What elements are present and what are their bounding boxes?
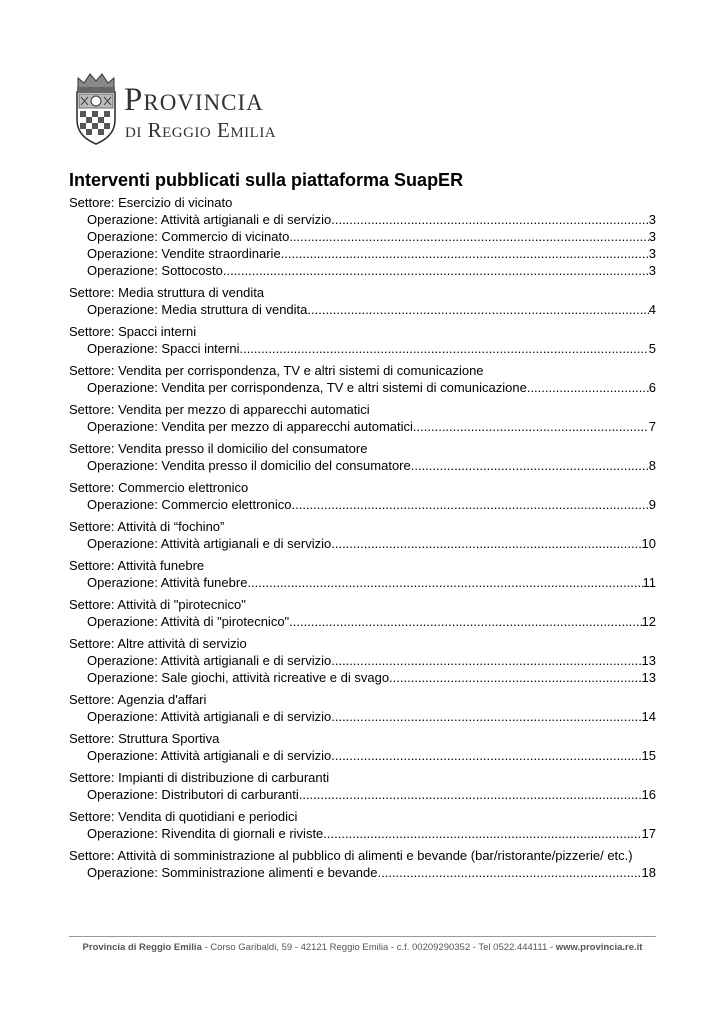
toc-sector-label: Settore: Media struttura di vendita [69,285,265,300]
toc-dot-leader [389,669,641,686]
toc-dot-leader [223,262,649,279]
toc-sector [69,402,656,435]
toc-page-number: 13 [641,670,656,685]
toc-entry-label: Operazione: Vendita per mezzo di apparecchi automatici [87,419,413,434]
toc-entry-label: Operazione: Attività artigianali e di servizio [87,212,332,227]
toc-page-number: 12 [641,614,656,629]
toc-sector-label: Settore: Vendita per corrispondenza, TV e altri sistemi di comunicazione [69,363,484,378]
toc-sector-label: Settore: Attività di somministrazione al pubblico di alimenti e bevande (bar/ristorante/pizzerie/ etc.) [69,848,633,863]
toc-entry-label: Operazione: Distributori di carburanti [87,787,299,802]
toc-entry[interactable] [69,669,656,686]
toc-dot-leader [331,211,649,228]
toc-sector-label: Settore: Commercio elettronico [69,480,249,495]
toc-sector-label: Settore: Attività funebre [69,558,205,573]
toc-entry-label: Operazione: Attività artigianali e di servizio [87,748,332,763]
toc-sector-label: Settore: Impianti di distribuzione di carburanti [69,770,330,785]
toc-sector [69,848,656,881]
toc-page-number: 9 [648,497,656,512]
toc-sector [69,558,656,591]
toc-entry[interactable] [69,262,656,279]
toc-sector [69,324,656,357]
toc-entry[interactable] [69,496,656,513]
footer-divider [69,936,656,937]
toc-page-number: 3 [648,246,656,261]
coat-of-arms-icon [72,70,120,146]
toc-entry[interactable] [69,418,656,435]
toc-page-number: 3 [648,263,656,278]
toc-sector [69,597,656,630]
toc-sector-label: Settore: Attività di "pirotecnico" [69,597,246,612]
toc-entry[interactable] [69,245,656,262]
toc-entry[interactable] [69,613,656,630]
toc-sector-label: Settore: Agenzia d'affari [69,692,207,707]
toc-dot-leader [527,379,649,396]
toc-sector-label: Settore: Spacci interni [69,324,197,339]
toc-sector [69,480,656,513]
toc-entry-label: Operazione: Somministrazione alimenti e bevande [87,865,378,880]
toc-sector-label: Settore: Altre attività di servizio [69,636,247,651]
toc-entry-label: Operazione: Commercio di vicinato [87,229,290,244]
toc-entry-label: Operazione: Commercio elettronico [87,497,292,512]
toc-entry[interactable] [69,574,656,591]
toc-dot-leader [411,457,649,474]
toc-page-number: 5 [648,341,656,356]
toc-page-number: 13 [641,653,656,668]
toc-dot-leader [307,301,648,318]
toc-entry[interactable] [69,535,656,552]
toc-sector [69,692,656,725]
toc-dot-leader [378,864,642,881]
toc-sector-label: Settore: Vendita per mezzo di apparecchi automatici [69,402,370,417]
toc-entry-label: Operazione: Spacci interni [87,341,240,356]
toc-dot-leader [331,535,641,552]
toc-page-number: 10 [641,536,656,551]
toc-dot-leader [299,786,642,803]
toc-page-number: 3 [648,212,656,227]
toc-entry[interactable] [69,786,656,803]
toc-page-number: 14 [641,709,656,724]
toc-dot-leader [289,228,648,245]
toc-dot-leader [331,708,641,725]
logo [72,70,322,146]
logo-subtitle: di Reggio Emilia [125,118,277,142]
toc-page-number: 11 [642,575,656,590]
toc-sector [69,441,656,474]
toc-entry[interactable] [69,825,656,842]
toc-dot-leader [323,825,641,842]
toc-entry[interactable] [69,211,656,228]
toc-page-number: 4 [648,302,656,317]
toc-sector [69,636,656,686]
toc-entry-label: Operazione: Attività artigianali e di servizio [87,536,332,551]
toc-sector [69,809,656,842]
toc-entry[interactable] [69,708,656,725]
toc-sector [69,195,656,279]
toc-sector-label: Settore: Struttura Sportiva [69,731,220,746]
toc-page-number: 3 [648,229,656,244]
toc-dot-leader [289,613,641,630]
toc-dot-leader [281,245,649,262]
toc-entry[interactable] [69,457,656,474]
toc-entry[interactable] [69,652,656,669]
footer-url[interactable]: www.provincia.re.it [555,942,643,953]
footer-org: Provincia di Reggio Emilia [82,942,202,953]
toc-sector-label: Settore: Attività di “fochino” [69,519,225,534]
toc-sector-label: Settore: Esercizio di vicinato [69,195,233,210]
toc-dot-leader [247,574,642,591]
toc-entry[interactable] [69,340,656,357]
toc-entry-label: Operazione: Sottocosto [87,263,223,278]
toc-page-number: 8 [648,458,656,473]
toc-page-number: 18 [641,865,656,880]
toc-sector-label: Settore: Vendita presso il domicilio del consumatore [69,441,368,456]
toc-entry[interactable] [69,301,656,318]
toc-sector [69,770,656,803]
toc-entry[interactable] [69,747,656,764]
toc-dot-leader [239,340,648,357]
toc-page-number: 7 [648,419,656,434]
footer-details: - Corso Garibaldi, 59 - 42121 Reggio Emilia - c.f. 00209290352 - Tel 0522.444111 - [201,942,556,953]
toc-entry-label: Operazione: Vendita per corrispondenza, TV e altri sistemi di comunicazione [87,380,527,395]
page-title: Interventi pubblicati sulla piattaforma SuapER [69,170,464,190]
toc-entry-label: Operazione: Sale giochi, attività ricreative e di svago [87,670,390,685]
toc-entry-label: Operazione: Attività funebre [87,575,248,590]
toc-entry-label: Operazione: Attività artigianali e di servizio [87,709,332,724]
toc-page-number: 16 [641,787,656,802]
toc-dot-leader [413,418,649,435]
toc-dot-leader [291,496,648,513]
toc-page-number: 17 [641,826,656,841]
toc-sector [69,731,656,764]
toc-sector [69,285,656,318]
toc-entry-label: Operazione: Vendite straordinarie [87,246,281,261]
footer [69,942,656,953]
toc-page-number: 6 [648,380,656,395]
toc-sector [69,363,656,396]
toc-entry-label: Operazione: Attività artigianali e di servizio [87,653,332,668]
logo-title: Provincia [124,82,264,118]
toc-sector [69,519,656,552]
toc-entry[interactable] [69,864,656,881]
toc-entry-label: Operazione: Attività di "pirotecnico" [87,614,290,629]
toc-dot-leader [331,747,641,764]
toc-page-number: 15 [641,748,656,763]
table-of-contents [69,195,656,887]
toc-entry-label: Operazione: Vendita presso il domicilio del consumatore [87,458,411,473]
toc-entry-label: Operazione: Media struttura di vendita [87,302,308,317]
toc-entry[interactable] [69,379,656,396]
toc-sector-label: Settore: Vendita di quotidiani e periodici [69,809,298,824]
toc-entry-label: Operazione: Rivendita di giornali e riviste [87,826,324,841]
toc-dot-leader [331,652,641,669]
toc-entry[interactable] [69,228,656,245]
